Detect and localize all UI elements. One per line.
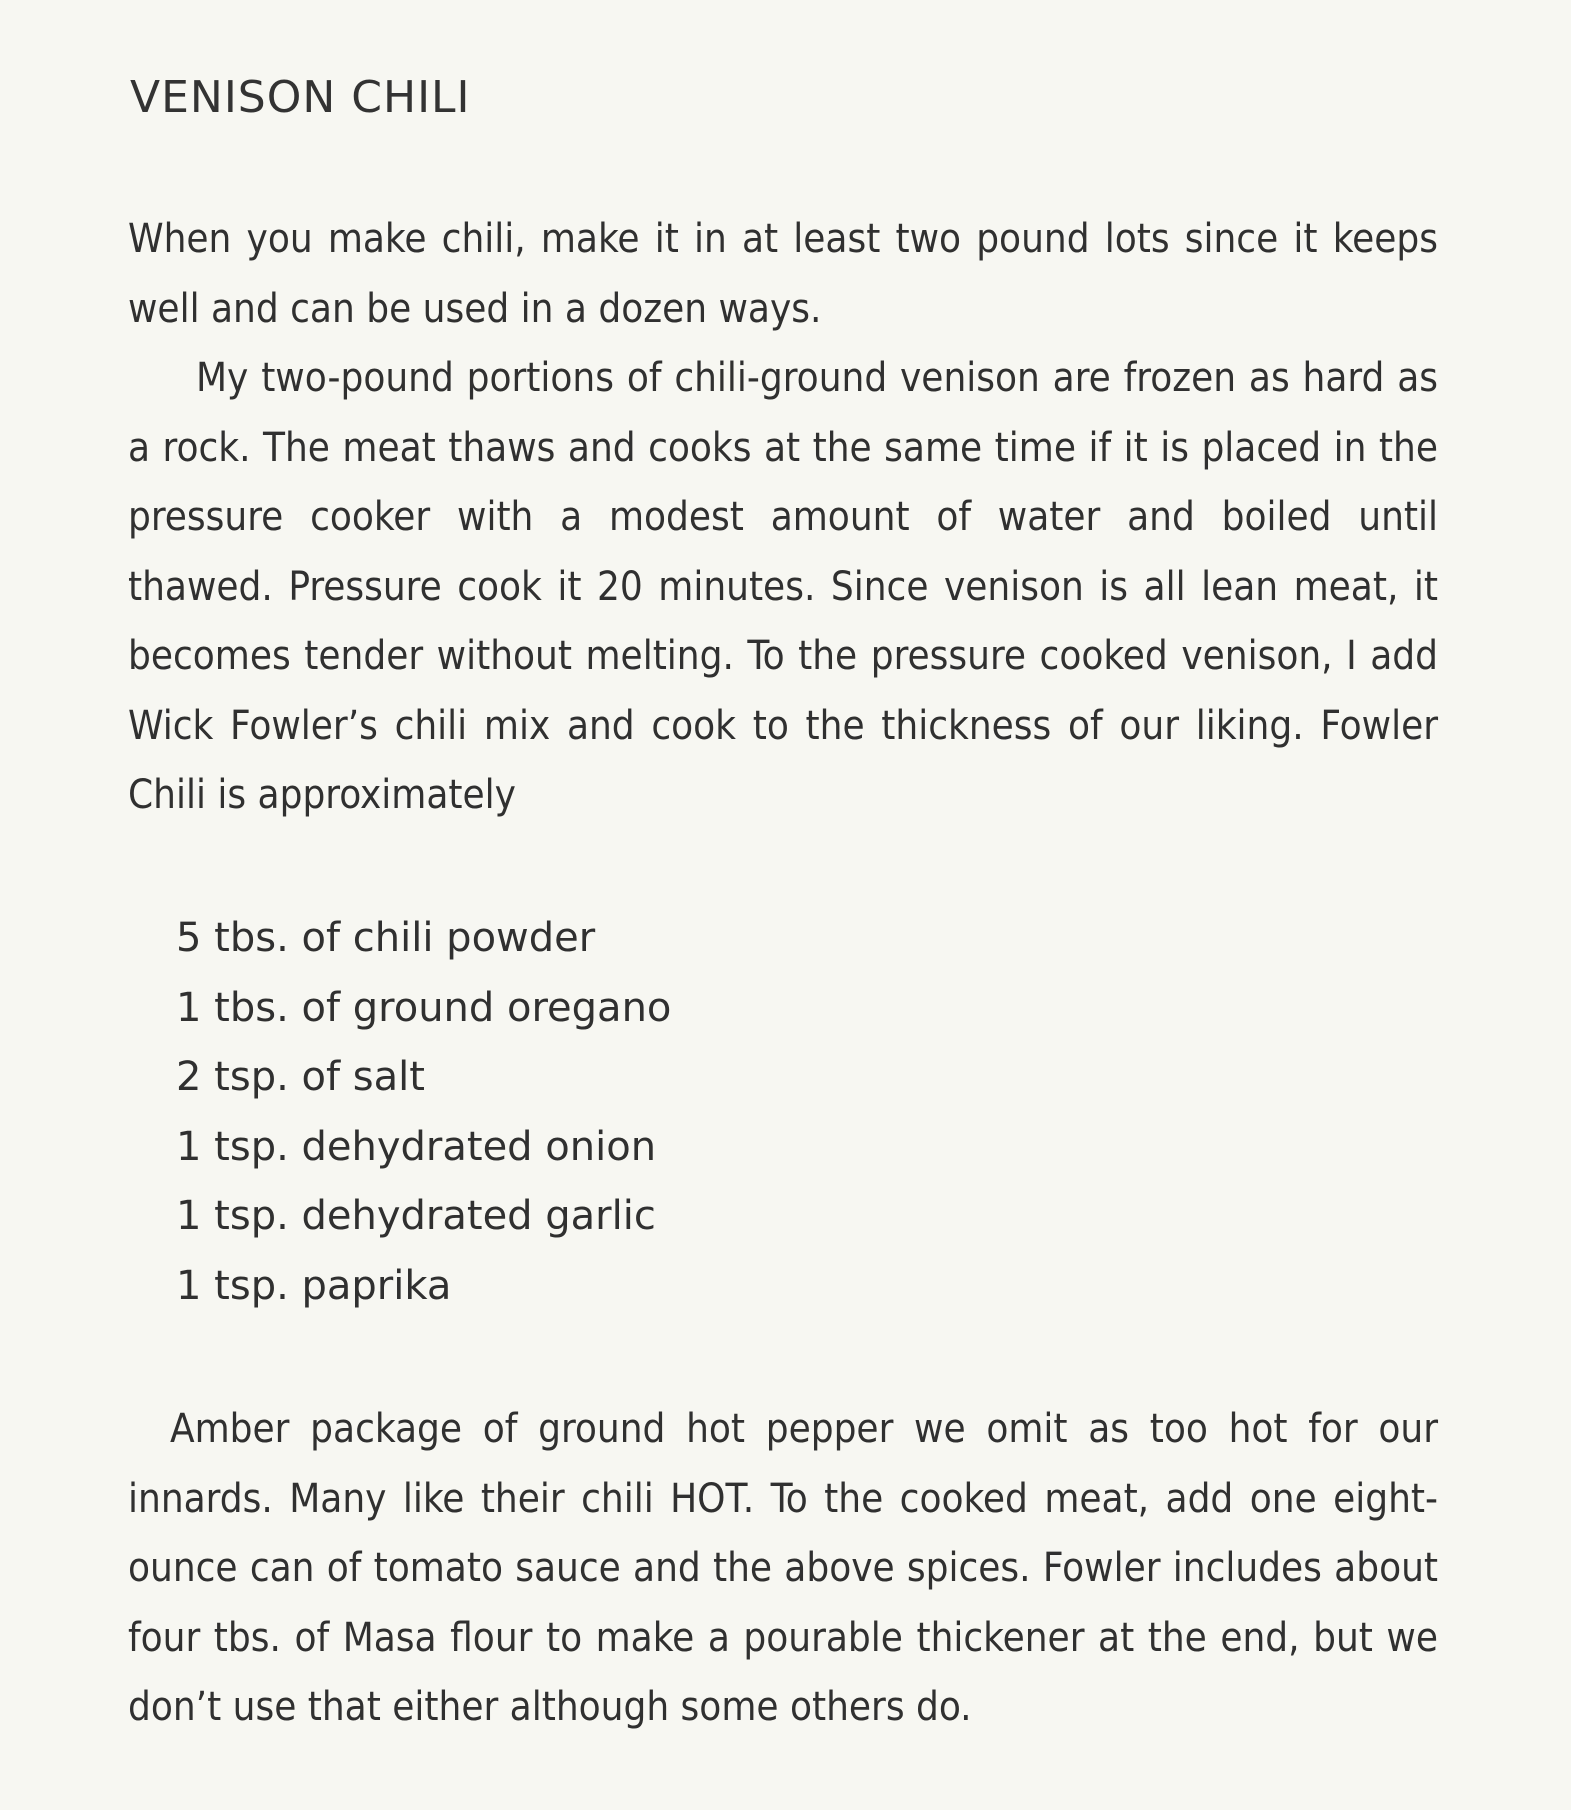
ingredient-item: 2 tsp. of salt [176, 1054, 425, 1100]
ingredient-item: 1 tbs. of ground oregano [176, 984, 672, 1031]
recipe-title: VENISON CHILI [130, 72, 471, 123]
intro-paragraph: When you make chili, make it in at least two pound lots since it keeps well and can be used in a dozen ways. [128, 216, 1438, 332]
ingredient-item: 1 tsp. dehydrated onion [176, 1123, 657, 1170]
method-paragraph: My two-pound portions of chili-ground venison are frozen as hard as a rock. The meat thaws and cooks at the same time if it is placed in the pressure cooker with a modest amount of water and boiled until thawed. Pressure cook it 20 minutes. Since venison is all lean meat, it becomes tender without melting. To the pressure cooked venison, I add Wick Fowler’s chili mix and cook to the thickness of our liking. Fowler Chili is approximately [128, 355, 1438, 818]
closing-paragraph: Amber package of ground hot pepper we omit as too hot for our innards. Many like their chili HOT. To the cooked meat, add one eight-ounce can of tomato sauce and the above spices. Fowler includes about four tbs. of Masa flour to make a pourable thickener at the end, but we don’t use that either although some others do. [128, 1406, 1438, 1730]
ingredient-item: 1 tsp. dehydrated garlic [176, 1193, 656, 1239]
ingredient-list [176, 904, 671, 1321]
ingredient-item: 1 tsp. paprika [176, 1262, 452, 1309]
ingredient-item: 5 tbs. of chili powder [176, 915, 596, 961]
